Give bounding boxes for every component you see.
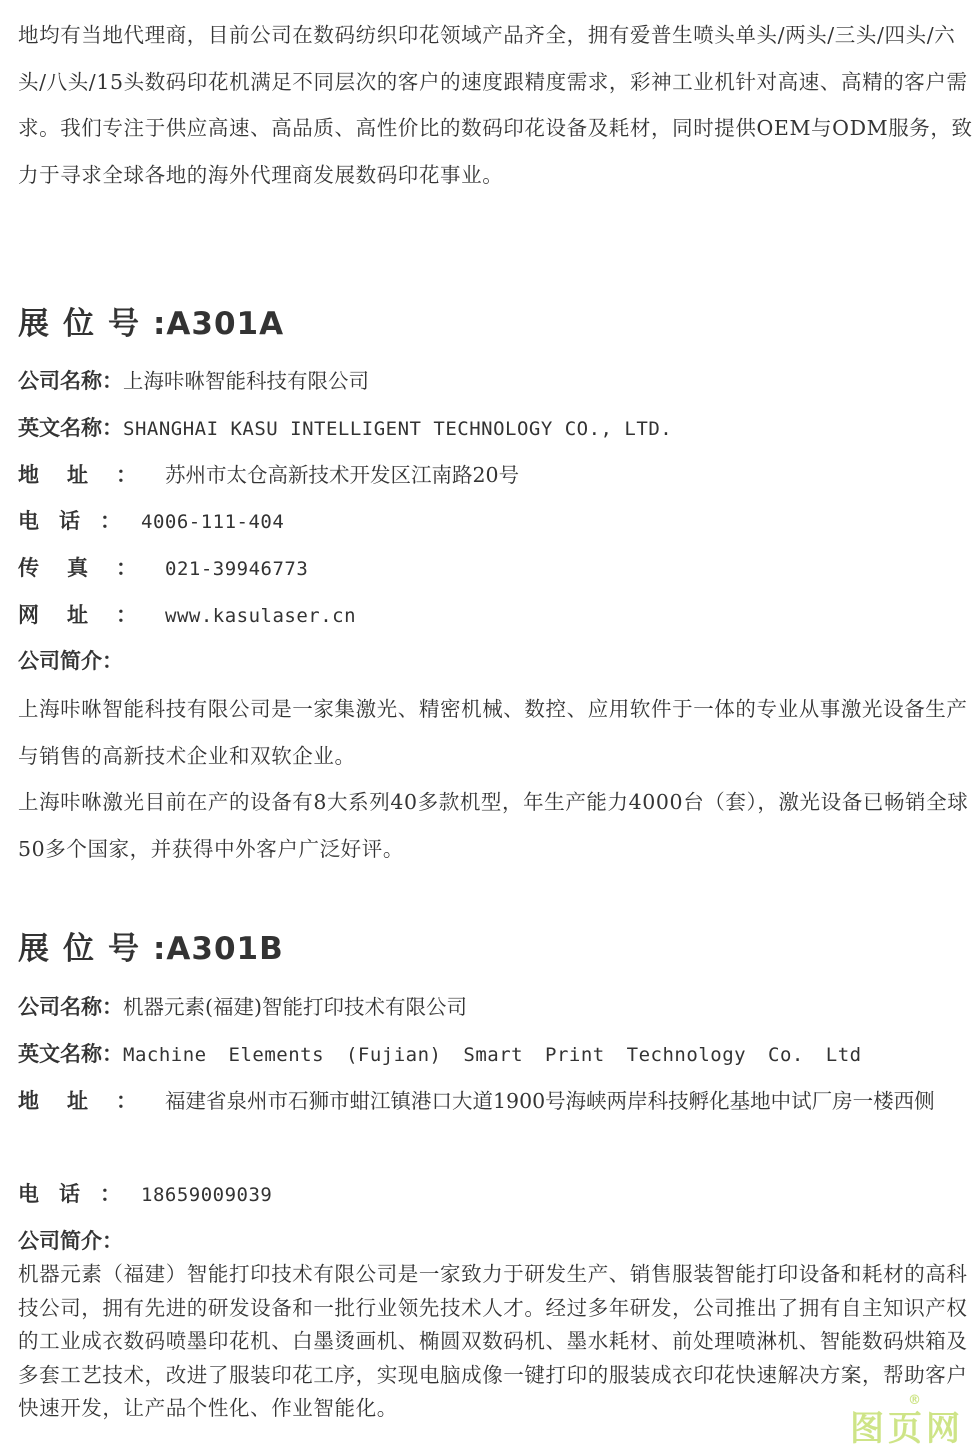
address-value: 福建省泉州市石狮市蚶江镇港口大道1900号海峡两岸科技孵化基地中试厂房一楼西侧 — [165, 1089, 935, 1113]
address-label: 地址： — [18, 463, 165, 487]
site-watermark-logo — [850, 1393, 964, 1450]
booth-heading-a301b — [18, 923, 284, 968]
booth-number: A301A — [166, 306, 285, 342]
booth-heading-colon: : — [153, 306, 167, 342]
address-label: 地址： — [18, 1089, 165, 1113]
english-name-label: 英文名称： — [18, 1042, 123, 1066]
address-row — [18, 1078, 976, 1125]
address-value: 苏州市太仓高新技术开发区江南路20号 — [165, 463, 520, 487]
profile-label: 公司简介： — [18, 649, 123, 673]
booth-heading-a301a — [18, 298, 284, 343]
profile-label: 公司简介： — [18, 1229, 123, 1253]
website-label: 网址： — [18, 603, 165, 627]
english-name-value: Machine Elements (Fujian) Smart Print Technology Co. Ltd — [123, 1044, 862, 1066]
company-name-label: 公司名称： — [18, 369, 123, 393]
website-row — [18, 592, 976, 640]
phone-row — [18, 1171, 976, 1219]
booth-heading-label: 展位号 — [18, 931, 153, 967]
english-name-value: SHANGHAI KASU INTELLIGENT TECHNOLOGY CO., LTD. — [123, 418, 673, 440]
english-name-row — [18, 405, 976, 453]
english-name-label: 英文名称： — [18, 416, 123, 440]
registered-mark-icon: ® — [908, 1393, 921, 1408]
intro-paragraph: 地均有当地代理商，目前公司在数码纺织印花领域产品齐全，拥有爱普生喷头单头/两头/三头/四头/六头/八头/15头数码印花机满足不同层次的客户的速度跟精度需求，彩神工业机针对高速、高精的客户需求。我们专注于供应高速、高品质、高性价比的数码印花设备及耗材，同时提供OEM与ODM服务，致力于寻求全球各地的海外代理商发展数码印花事业。 — [18, 23, 973, 187]
company-name-label: 公司名称： — [18, 995, 123, 1019]
company-name-row — [18, 984, 976, 1031]
profile-paragraph: 机器元素（福建）智能打印技术有限公司是一家致力于研发生产、销售服装智能打印设备和耗材的高科技公司，拥有先进的研发设备和一批行业领先技术人才。经过多年研发，公司推出了拥有自主知识产权的工业成衣数码喷墨印花机、白墨烫画机、椭圆双数码机、墨水耗材、前处理喷淋机、智能数码烘箱及多套工艺技术，改进了服装印花工序，实现电脑成像一键打印的服装成衣印花快速解决方案，帮助客户快速开发，让产品个性化、作业智能化。 — [18, 1262, 968, 1420]
phone-value: 18659009039 — [141, 1184, 273, 1206]
phone-label: 电话： — [18, 509, 141, 533]
phone-value: 4006-111-404 — [141, 511, 285, 533]
profile-paragraph: 上海咔咻激光目前在产的设备有8大系列40多款机型，年生产能力4000台（套），激光设备已畅销全球50多个国家，并获得中外客户广泛好评。 — [18, 790, 969, 861]
phone-label: 电话： — [18, 1182, 141, 1206]
address-row — [18, 452, 976, 499]
booth-heading-label: 展位号 — [18, 306, 153, 342]
booth-heading-colon: : — [153, 931, 167, 967]
company-name-value: 上海咔咻智能科技有限公司 — [123, 369, 369, 393]
company-name-row — [18, 358, 976, 405]
booth-number: A301B — [166, 931, 284, 967]
watermark-text: 图页网 — [850, 1409, 964, 1449]
company-name-value: 机器元素(福建)智能打印技术有限公司 — [123, 995, 467, 1019]
fax-label: 传真： — [18, 556, 165, 580]
website-link[interactable]: www.kasulaser.cn — [165, 605, 357, 627]
english-name-row — [18, 1031, 976, 1079]
phone-row — [18, 498, 976, 546]
profile-paragraph: 上海咔咻智能科技有限公司是一家集激光、精密机械、数控、应用软件于一体的专业从事激光设备生产与销售的高新技术企业和双软企业。 — [18, 697, 968, 768]
fax-row — [18, 545, 976, 593]
fax-value: 021-39946773 — [165, 558, 309, 580]
